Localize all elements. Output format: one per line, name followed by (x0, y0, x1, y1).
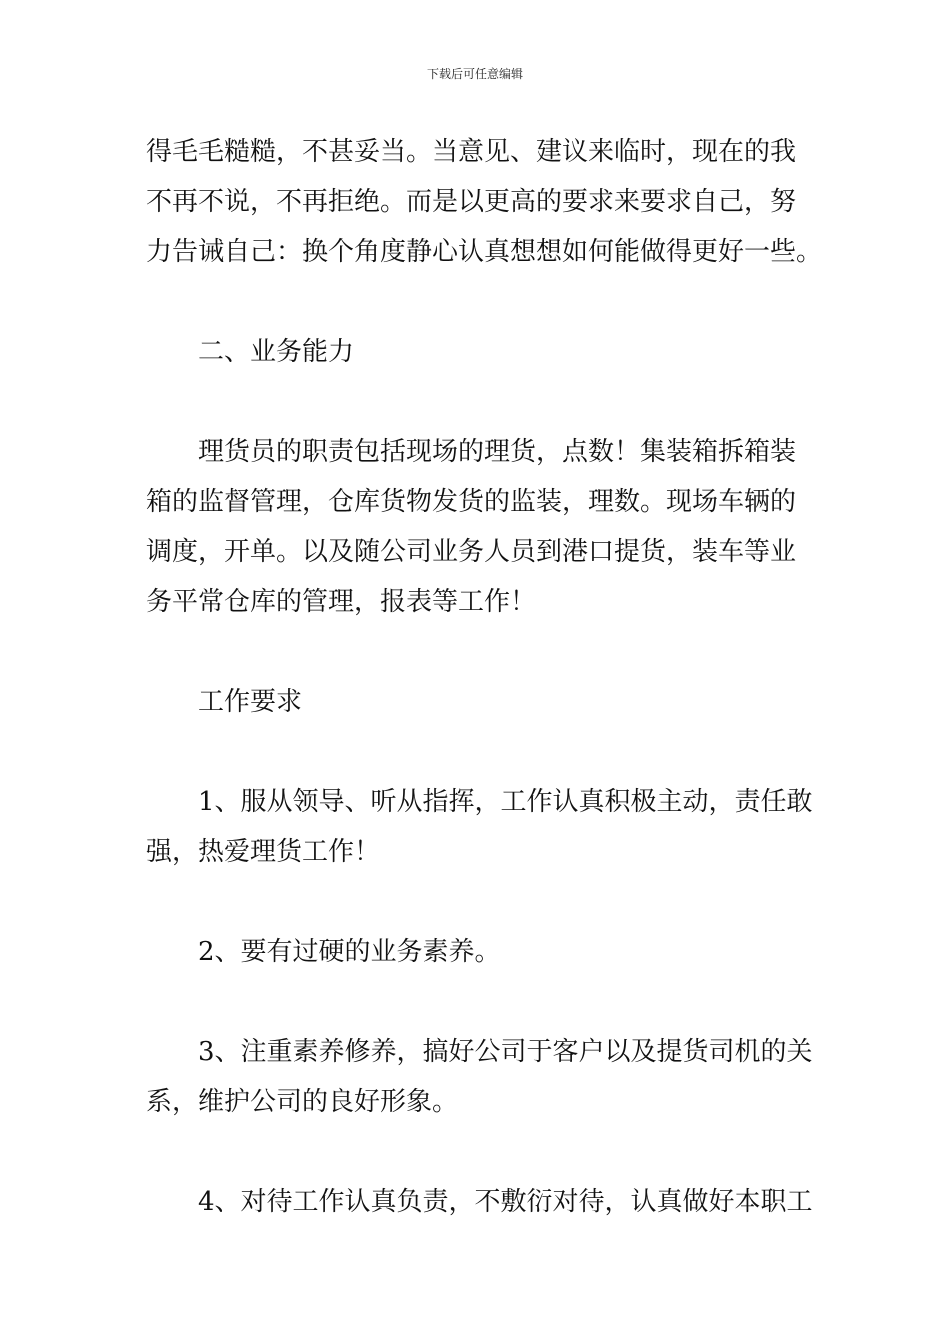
text-line: 系，维护公司的良好形象。 (146, 1087, 459, 1117)
section-heading-business-ability: 二、业务能力 (198, 337, 355, 367)
paragraph-spacer (146, 877, 816, 927)
text-line: 不再不说，不再拒绝。而是以更高的要求来要求自己，努 (146, 187, 797, 217)
text-line: 箱的监督管理，仓库货物发货的监装，理数。现场车辆的 (146, 487, 797, 517)
paragraph-spacer (146, 627, 816, 677)
page-header-note: 下载后可任意编辑 (426, 67, 523, 81)
document-body (146, 127, 823, 1227)
text-line: 强，热爱理货工作！ (146, 837, 381, 867)
text-line: 力告诫自己：换个角度静心认真想想如何能做得更好一些。 (146, 237, 823, 267)
paragraph-duties (146, 427, 816, 627)
section-heading-work-requirements: 工作要求 (198, 687, 303, 717)
paragraph-spacer (146, 277, 816, 327)
text-line: 3、注重素养修养，搞好公司于客户以及提货司机的关 (198, 1037, 813, 1067)
text-line: 得毛毛糙糙，不甚妥当。当意见、建议来临时，现在的我 (146, 137, 797, 167)
paragraph-spacer (146, 1127, 816, 1177)
paragraph-spacer (146, 377, 816, 427)
text-line: 2、要有过硬的业务素养。 (198, 937, 501, 967)
paragraph-continuation (146, 127, 823, 277)
paragraph-spacer (146, 727, 816, 777)
list-item-4 (146, 1177, 816, 1227)
text-line: 调度，开单。以及随公司业务人员到港口提货，装车等业 (146, 537, 797, 567)
list-item-1 (146, 777, 816, 877)
text-line: 4、对待工作认真负责，不敷衍对待，认真做好本职工 (198, 1187, 813, 1217)
text-line: 理货员的职责包括现场的理货，点数！集装箱拆箱装 (198, 437, 797, 467)
list-item-3 (146, 1027, 816, 1127)
paragraph-spacer (146, 977, 816, 1027)
text-line: 务平常仓库的管理，报表等工作！ (146, 587, 537, 617)
text-line: 1、服从领导、听从指挥，工作认真积极主动，责任敢 (198, 787, 813, 817)
list-item-2 (146, 927, 816, 977)
